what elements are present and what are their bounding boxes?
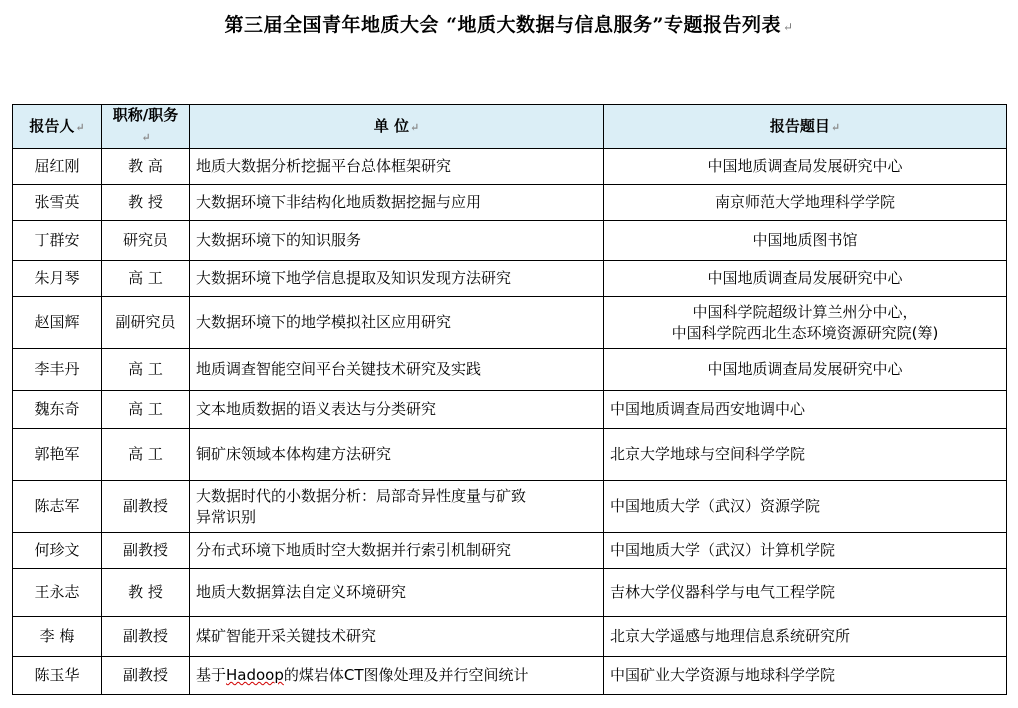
table-row bbox=[13, 533, 1007, 569]
cell-unit: 北京大学遥感与地理信息系统研究所 bbox=[604, 617, 1007, 657]
cell-unit: 中国矿业大学资源与地球科学学院 bbox=[604, 657, 1007, 695]
header-report-topic-label: 报告题目 bbox=[769, 116, 830, 135]
cell-unit: 吉林大学仪器科学与电气工程学院 bbox=[604, 569, 1007, 617]
cell-topic: 大数据环境下的地学模拟社区应用研究 bbox=[190, 297, 604, 349]
table-header-row bbox=[13, 105, 1007, 149]
table-row bbox=[13, 429, 1007, 481]
cell-topic: 大数据环境下地学信息提取及知识发现方法研究 bbox=[190, 261, 604, 297]
cell-unit bbox=[604, 297, 1007, 349]
cell-name: 屈红刚 bbox=[13, 149, 102, 185]
cell-unit: 北京大学地球与空间科学学院 bbox=[604, 429, 1007, 481]
cell-unit: 中国地质大学（武汉）计算机学院 bbox=[604, 533, 1007, 569]
cell-mark-icon: ↵ bbox=[141, 131, 151, 144]
report-table bbox=[12, 104, 1007, 695]
cell-topic-line-2: 异常识别 bbox=[196, 507, 257, 526]
table-row bbox=[13, 185, 1007, 221]
cell-title: 副教授 bbox=[102, 481, 190, 533]
cell-title: 高 工 bbox=[102, 391, 190, 429]
cell-topic: 铜矿床领域本体构建方法研究 bbox=[190, 429, 604, 481]
cell-name: 王永志 bbox=[13, 569, 102, 617]
header-unit-label: 单 位 bbox=[373, 116, 409, 135]
cell-unit-line-1: 中国科学院超级计算兰州分中心， bbox=[692, 302, 918, 321]
table-row bbox=[13, 391, 1007, 429]
table-row bbox=[13, 617, 1007, 657]
cell-title: 高 工 bbox=[102, 261, 190, 297]
cell-unit: 中国地质调查局发展研究中心 bbox=[604, 261, 1007, 297]
cell-name: 陈玉华 bbox=[13, 657, 102, 695]
cell-name: 赵国辉 bbox=[13, 297, 102, 349]
cell-unit: 中国地质大学（武汉）资源学院 bbox=[604, 481, 1007, 533]
cell-topic: 分布式环境下地质时空大数据并行索引机制研究 bbox=[190, 533, 604, 569]
table-row bbox=[13, 569, 1007, 617]
table-row bbox=[13, 297, 1007, 349]
cell-topic: 煤矿智能开采关键技术研究 bbox=[190, 617, 604, 657]
cell-unit: 南京师范大学地理科学学院 bbox=[604, 185, 1007, 221]
table-row bbox=[13, 657, 1007, 695]
cell-topic bbox=[190, 481, 604, 533]
cell-topic-suffix: 的煤岩体CT图像处理及并行空间统计 bbox=[283, 666, 529, 684]
cell-title: 教 授 bbox=[102, 569, 190, 617]
cell-title: 副教授 bbox=[102, 617, 190, 657]
cell-unit: 中国地质调查局发展研究中心 bbox=[604, 349, 1007, 391]
cell-title: 高 工 bbox=[102, 349, 190, 391]
cell-unit: 中国地质调查局西安地调中心 bbox=[604, 391, 1007, 429]
cell-unit: 中国地质调查局发展研究中心 bbox=[604, 149, 1007, 185]
cell-title: 副教授 bbox=[102, 657, 190, 695]
cell-mark-icon: ↵ bbox=[75, 120, 85, 134]
cell-name: 张雪英 bbox=[13, 185, 102, 221]
cell-title: 副研究员 bbox=[102, 297, 190, 349]
cell-name: 李 梅 bbox=[13, 617, 102, 657]
header-reporter-label: 报告人 bbox=[29, 116, 75, 135]
table-row bbox=[13, 261, 1007, 297]
cell-title: 教 高 bbox=[102, 149, 190, 185]
document-title bbox=[0, 10, 1018, 37]
table-row bbox=[13, 221, 1007, 261]
cell-topic-line-1: 大数据时代的小数据分析：局部奇异性度量与矿致 bbox=[196, 486, 527, 505]
cell-mark-icon: ↵ bbox=[410, 120, 420, 134]
cell-title: 研究员 bbox=[102, 221, 190, 261]
paragraph-mark-icon: ↵ bbox=[782, 20, 794, 34]
table-row bbox=[13, 481, 1007, 533]
cell-title: 教 授 bbox=[102, 185, 190, 221]
document-title-text: 第三届全国青年地质大会 “地质大数据与信息服务”专题报告列表 bbox=[224, 14, 781, 36]
cell-topic: 地质大数据分析挖掘平台总体框架研究 bbox=[190, 149, 604, 185]
cell-name: 陈志军 bbox=[13, 481, 102, 533]
table-row bbox=[13, 149, 1007, 185]
header-report-topic bbox=[604, 105, 1007, 149]
cell-topic: 大数据环境下非结构化地质数据挖掘与应用 bbox=[190, 185, 604, 221]
table-row bbox=[13, 349, 1007, 391]
cell-topic-prefix: 基于 bbox=[196, 666, 227, 684]
header-unit bbox=[190, 105, 604, 149]
cell-topic: 大数据环境下的知识服务 bbox=[190, 221, 604, 261]
cell-name: 李丰丹 bbox=[13, 349, 102, 391]
cell-topic: 文本地质数据的语义表达与分类研究 bbox=[190, 391, 604, 429]
cell-topic bbox=[190, 657, 604, 695]
cell-title: 副教授 bbox=[102, 533, 190, 569]
cell-name: 魏东奇 bbox=[13, 391, 102, 429]
cell-name: 何珍文 bbox=[13, 533, 102, 569]
cell-name: 丁群安 bbox=[13, 221, 102, 261]
header-title-position-label: 职称/职务 bbox=[112, 106, 179, 124]
header-title-position bbox=[102, 105, 190, 149]
cell-unit-line-2: 中国科学院西北生态环境资源研究院(筹) bbox=[671, 323, 939, 342]
cell-topic: 地质调查智能空间平台关键技术研究及实践 bbox=[190, 349, 604, 391]
cell-topic: 地质大数据算法自定义环境研究 bbox=[190, 569, 604, 617]
cell-mark-icon: ↵ bbox=[830, 120, 841, 134]
cell-name: 郭艳军 bbox=[13, 429, 102, 481]
cell-title: 高 工 bbox=[102, 429, 190, 481]
cell-name: 朱月琴 bbox=[13, 261, 102, 297]
spellcheck-word: Hadoop bbox=[226, 666, 284, 684]
cell-unit: 中国地质图书馆 bbox=[604, 221, 1007, 261]
header-reporter bbox=[13, 105, 102, 149]
